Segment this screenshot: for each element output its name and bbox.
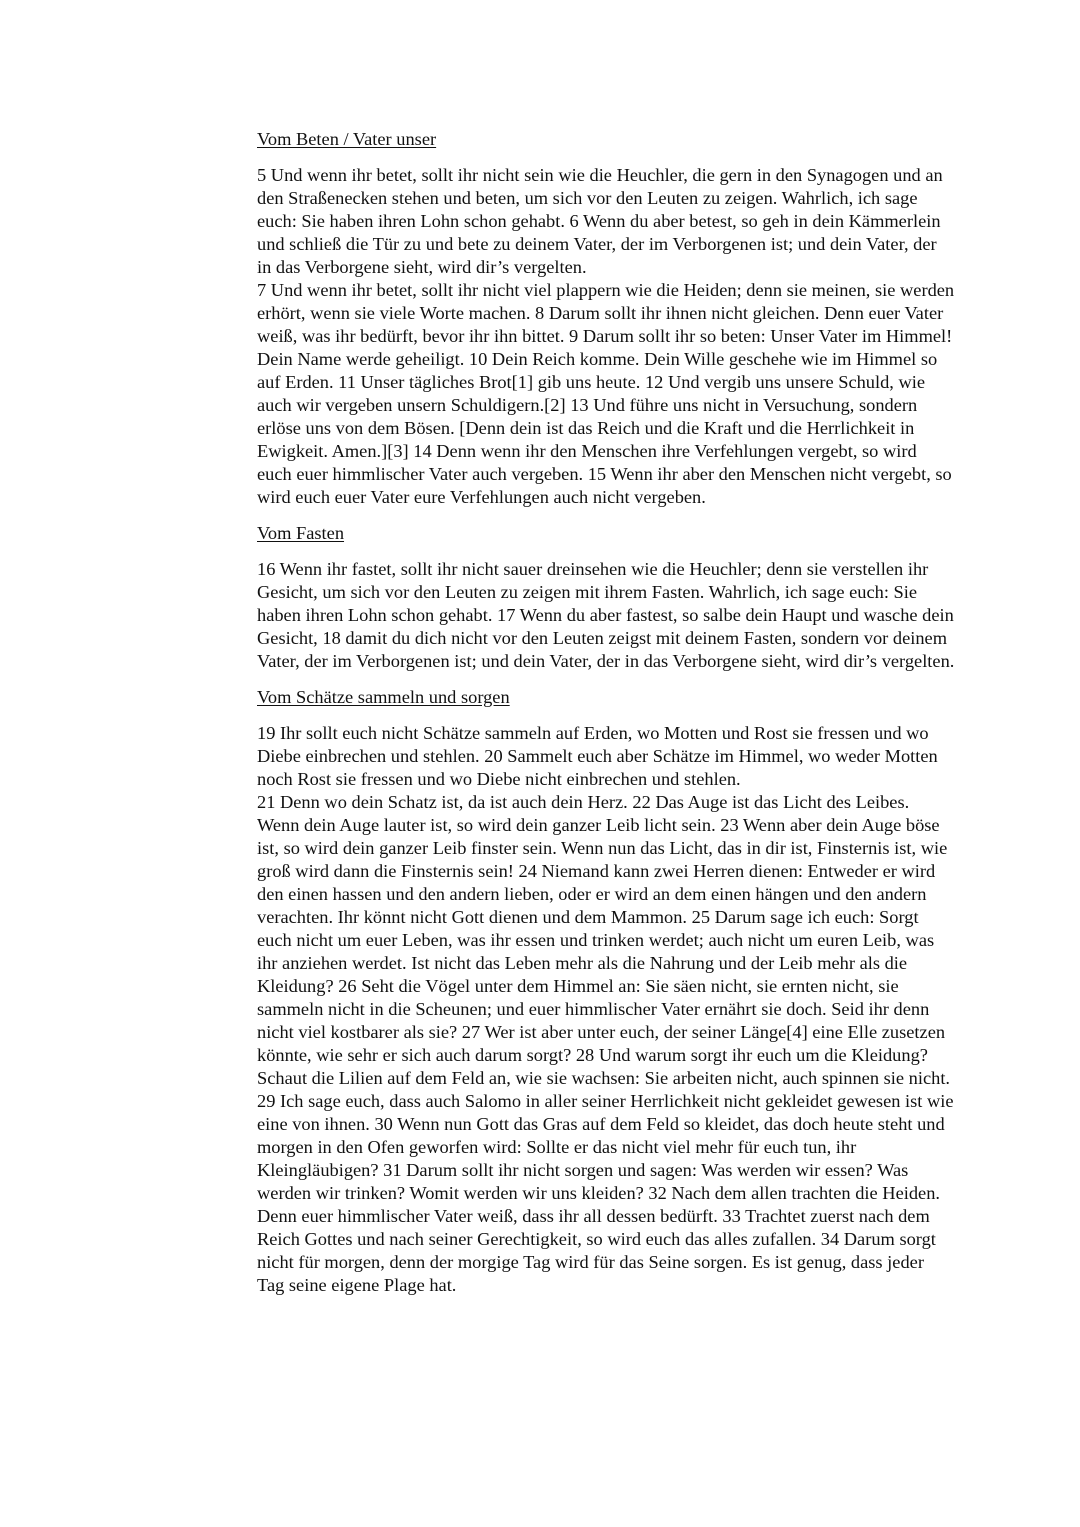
section-heading-fasten: Vom Fasten	[257, 523, 345, 543]
section-text-fasten: 16 Wenn ihr fastet, sollt ihr nicht sauer dreinsehen wie die Heuchler; denn sie verstellen ihr Gesicht, um sich vor den Leuten zu zeigen mit ihrem Fasten. Wahrlich, ich sage euch: Sie haben ihren Lohn schon gehabt. 17 Wenn du aber fastest, so salbe dein Haupt und wasche dein Gesicht, 18 damit du dich nicht vor den Leuten zeigst mit deinem Fasten, sondern vor deinem Vater, der im Verborgenen ist; und dein Vater, der in das Verborgene sieht, wird dir’s vergelten.	[257, 559, 955, 671]
document-page	[257, 128, 955, 1310]
section-text-beten: 5 Und wenn ihr betet, sollt ihr nicht sein wie die Heuchler, die gern in den Synagogen und an den Straßenecken stehen und beten, um sich vor den Leuten zu zeigen. Wahrlich, ich sage euch: Sie haben ihren Lohn schon gehabt. 6 Wenn du aber betest, so geh in dein Kämmerlein und schließ die Tür zu und bete zu deinem Vater, der im Verborgenen ist; und dein Vater, der in das Verborgene sieht, wird dir’s vergelten. 7 Und wenn ihr betet, sollt ihr nicht viel plappern wie die Heiden; denn sie meinen, sie werden erhört, wenn sie viele Worte machen. 8 Darum sollt ihr ihnen nicht gleichen. Denn euer Vater weiß, was ihr bedürft, bevor ihr ihn bittet. 9 Darum sollt ihr so beten: Unser Vater im Himmel! Dein Name werde geheiligt. 10 Dein Reich komme. Dein Wille geschehe wie im Himmel so auf Erden. 11 Unser tägliches Brot[1] gib uns heute. 12 Und vergib uns unsere Schuld, wie auch wir vergeben unsern Schuldigern.[2] 13 Und führe uns nicht in Versuchung, sondern erlöse uns von dem Bösen. [Denn dein ist das Reich und die Kraft und die Herrlichkeit in Ewigkeit. Amen.][3] 14 Denn wenn ihr den Menschen ihre Verfehlungen vergebt, so wird euch euer himmlischer Vater auch vergeben. 15 Wenn ihr aber den Menschen nicht vergebt, so wird euch euer Vater eure Verfehlungen auch nicht vergeben.	[257, 165, 955, 507]
section-heading-beten: Vom Beten / Vater unser	[257, 129, 437, 149]
section-heading-schaetze: Vom Schätze sammeln und sorgen	[257, 687, 510, 707]
section-text-schaetze: 19 Ihr sollt euch nicht Schätze sammeln auf Erden, wo Motten und Rost sie fressen und wo Diebe einbrechen und stehlen. 20 Sammelt euch aber Schätze im Himmel, wo weder Motten noch Rost sie fressen und wo Diebe nicht einbrechen und stehlen. 21 Denn wo dein Schatz ist, da ist auch dein Herz. 22 Das Auge ist das Licht des Leibes. Wenn dein Auge lauter ist, so wird dein ganzer Leib licht sein. 23 Wenn aber dein Auge böse ist, so wird dein ganzer Leib finster sein. Wenn nun das Licht, das in dir ist, Finsternis ist, wie groß wird dann die Finsternis sein! 24 Niemand kann zwei Herren dienen: Entweder er wird den einen hassen und den andern lieben, oder er wird an dem einen hängen und den andern verachten. Ihr könnt nicht Gott dienen und dem Mammon. 25 Darum sage ich euch: Sorgt euch nicht um euer Leben, was ihr essen und trinken werdet; auch nicht um euren Leib, was ihr anziehen werdet. Ist nicht das Leben mehr als die Nahrung und der Leib mehr als die Kleidung? 26 Seht die Vögel unter dem Himmel an: Sie säen nicht, sie ernten nicht, sie sammeln nicht in die Scheunen; und euer himmlischer Vater ernährt sie doch. Seid ihr denn nicht viel kostbarer als sie? 27 Wer ist aber unter euch, der seiner Länge[4] eine Elle zusetzen könnte, wie sehr er sich auch darum sorgt? 28 Und warum sorgt ihr euch um die Kleidung? Schaut die Lilien auf dem Feld an, wie sie wachsen: Sie arbeiten nicht, auch spinnen sie nicht. 29 Ich sage euch, dass auch Salomo in aller seiner Herrlichkeit nicht gekleidet gewesen ist wie eine von ihnen. 30 Wenn nun Gott das Gras auf dem Feld so kleidet, das doch heute steht und morgen in den Ofen geworfen wird: Sollte er das nicht viel mehr für euch tun, ihr Kleingläubigen? 31 Darum sollt ihr nicht sorgen und sagen: Was werden wir essen? Was werden wir trinken? Womit werden wir uns kleiden? 32 Nach dem allen trachten die Heiden. Denn euer himmlischer Vater weiß, dass ihr all dessen bedürft. 33 Trachtet zuerst nach dem Reich Gottes und nach seiner Gerechtigkeit, so wird euch das alles zufallen. 34 Darum sorgt nicht für morgen, denn der morgige Tag wird für das Seine sorgen. Es ist genug, dass jeder Tag seine eigene Plage hat.	[257, 723, 954, 1295]
